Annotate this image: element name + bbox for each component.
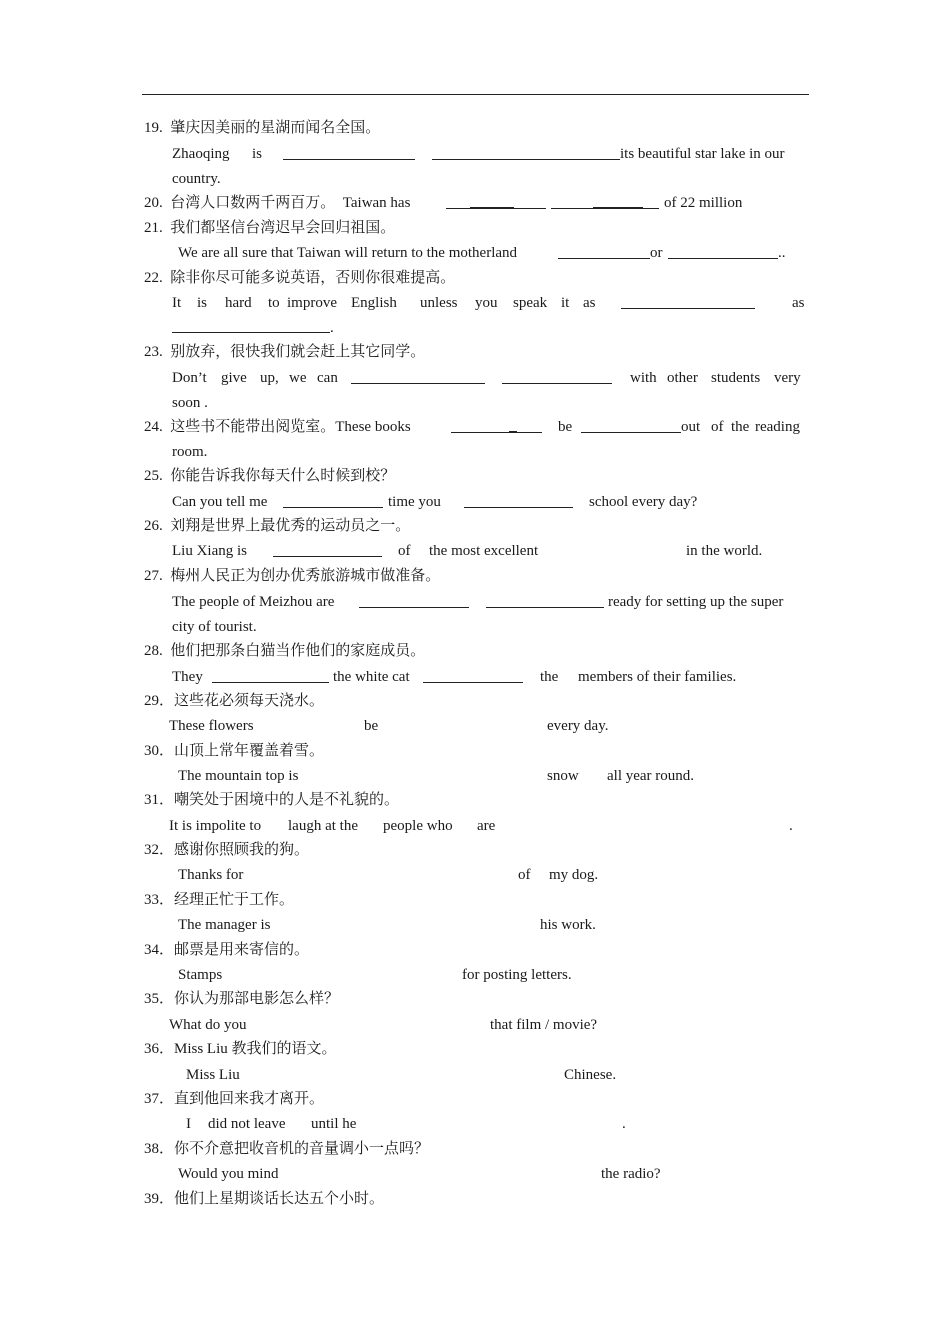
item-37-chinese: 37．直到他回来我才离开。: [144, 1091, 325, 1107]
item-20-word: of 22 million: [664, 195, 743, 211]
item-38-word: Would you mind: [178, 1166, 279, 1182]
item-19-word: country.: [172, 171, 221, 187]
item-36-word: Miss Liu: [186, 1067, 240, 1083]
item-28-word: the: [540, 669, 559, 685]
item-23-word: with: [630, 370, 657, 386]
item-35-word: that film / movie?: [490, 1017, 598, 1033]
item-23-word: soon .: [172, 395, 208, 411]
item-29-word: These flowers: [169, 718, 254, 734]
item-22-word: to: [268, 295, 280, 311]
answer-blank[interactable]: [212, 682, 329, 683]
item-31-word: It is impolite to: [169, 818, 262, 834]
answer-blank-mark: [470, 207, 514, 208]
item-23-word: other: [667, 370, 698, 386]
item-31-chinese: 31．嘲笑处于困境中的人是不礼貌的。: [144, 792, 400, 808]
item-29-chinese: 29．这些花必须每天浇水。: [144, 693, 325, 709]
item-36-chinese: 36．Miss Liu 教我们的语文。: [144, 1041, 337, 1057]
item-19-chinese: 19. 肇庆因美丽的星湖而闻名全国。: [144, 120, 381, 136]
answer-blank[interactable]: [283, 159, 415, 160]
item-37-word: did not leave: [208, 1116, 286, 1132]
item-23-word: students: [711, 370, 761, 386]
answer-blank[interactable]: [273, 556, 382, 557]
item-23-word: can: [317, 370, 338, 386]
item-37-word: .: [622, 1116, 626, 1132]
item-30-word: The mountain top is: [178, 768, 299, 784]
item-20-chinese: 20. 台湾人口数两千两百万。 Taiwan has: [144, 195, 411, 211]
item-37-word: I: [186, 1116, 191, 1132]
item-21-word: We are all sure that Taiwan will return to the motherland: [178, 245, 518, 261]
answer-blank[interactable]: [432, 159, 620, 160]
item-19-word: its beautiful star lake in our: [620, 146, 785, 162]
answer-blank[interactable]: [551, 208, 659, 209]
item-26-word: in the world.: [686, 543, 763, 559]
item-26-chinese: 26. 刘翔是世界上最优秀的运动员之一。: [144, 518, 411, 534]
item-22-word: it: [561, 295, 570, 311]
item-28-word: members of their families.: [578, 669, 737, 685]
item-39-chinese: 39．他们上星期谈话长达五个小时。: [144, 1191, 385, 1207]
item-32-chinese: 32．感谢你照顾我的狗。: [144, 842, 310, 858]
item-22-word: you: [475, 295, 498, 311]
item-23-word: very: [774, 370, 801, 386]
item-31-word: people who: [383, 818, 453, 834]
item-32-word: of: [518, 867, 531, 883]
item-24-word: of: [711, 419, 724, 435]
answer-blank[interactable]: [446, 208, 546, 209]
answer-blank[interactable]: [621, 308, 755, 309]
item-24-word: room.: [172, 444, 208, 460]
header-rule: [142, 94, 809, 95]
item-29-word: be: [364, 718, 379, 734]
item-19-word: is: [252, 146, 263, 162]
answer-blank[interactable]: [359, 607, 469, 608]
answer-blank[interactable]: [464, 507, 573, 508]
item-26-word: of: [398, 543, 411, 559]
item-22-word: as: [583, 295, 596, 311]
item-24-word: reading: [755, 419, 800, 435]
item-31-word: laugh at the: [288, 818, 358, 834]
item-34-word: for posting letters.: [462, 967, 572, 983]
answer-blank[interactable]: [502, 383, 612, 384]
item-28-word: They: [172, 669, 203, 685]
item-30-word: all year round.: [607, 768, 695, 784]
item-25-chinese: 25. 你能告诉我你每天什么时候到校？: [144, 468, 396, 484]
item-28-word: the white cat: [333, 669, 410, 685]
item-22-word: English: [351, 295, 397, 311]
item-22-word: speak: [513, 295, 548, 311]
item-23-word: we: [289, 370, 307, 386]
item-38-word: the radio?: [601, 1166, 661, 1182]
item-25-word: Can you tell me: [172, 494, 268, 510]
item-22-chinese: 22. 除非你尽可能多说英语，否则你很难提高。: [144, 270, 456, 286]
item-21-word: ..: [778, 245, 786, 261]
item-22-word: It: [172, 295, 182, 311]
item-21-word: or: [650, 245, 663, 261]
item-23-chinese: 23. 别放弃，很快我们就会赶上其它同学。: [144, 344, 426, 360]
item-35-chinese: 35．你认为那部电影怎么样？: [144, 991, 340, 1007]
item-32-word: my dog.: [549, 867, 599, 883]
answer-blank[interactable]: [351, 383, 485, 384]
answer-blank[interactable]: [423, 682, 523, 683]
answer-blank[interactable]: [172, 332, 330, 333]
item-26-word: the most excellent: [429, 543, 539, 559]
item-23-word: up,: [260, 370, 279, 386]
item-19-word: Zhaoqing: [172, 146, 230, 162]
item-32-word: Thanks for: [178, 867, 244, 883]
item-35-word: What do you: [169, 1017, 247, 1033]
answer-blank[interactable]: [283, 507, 383, 508]
item-31-word: .: [789, 818, 793, 834]
item-34-word: Stamps: [178, 967, 223, 983]
item-24-chinese: 24. 这些书不能带出阅览室。These books: [144, 419, 411, 435]
item-24-word: out: [681, 419, 701, 435]
item-33-word: The manager is: [178, 917, 271, 933]
item-27-chinese: 27. 梅州人民正为创办优秀旅游城市做准备。: [144, 568, 441, 584]
item-22-word: is: [197, 295, 208, 311]
answer-blank-mark: [593, 207, 643, 208]
answer-blank[interactable]: [451, 432, 542, 433]
item-23-word: Don’t: [172, 370, 207, 386]
item-30-chinese: 30．山顶上常年覆盖着雪。: [144, 743, 325, 759]
item-24-word: be: [558, 419, 573, 435]
item-27-word: ready for setting up the super: [608, 594, 784, 610]
item-36-word: Chinese.: [564, 1067, 617, 1083]
item-33-chinese: 33．经理正忙于工作。: [144, 892, 295, 908]
item-24-word: the: [731, 419, 750, 435]
answer-blank[interactable]: [581, 432, 681, 433]
item-30-word: snow: [547, 768, 579, 784]
item-38-chinese: 38．你不介意把收音机的音量调小一点吗？: [144, 1141, 430, 1157]
item-21-chinese: 21. 我们都坚信台湾迟早会回归祖国。: [144, 220, 396, 236]
item-25-word: time you: [388, 494, 441, 510]
item-31-word: are: [477, 818, 496, 834]
item-22-word: hard: [225, 295, 252, 311]
item-27-word: city of tourist.: [172, 619, 257, 635]
item-27-word: The people of Meizhou are: [172, 594, 335, 610]
item-22-word: improve: [287, 295, 337, 311]
item-28-chinese: 28. 他们把那条白猫当作他们的家庭成员。: [144, 643, 426, 659]
answer-blank[interactable]: [486, 607, 604, 608]
item-22-word: unless: [420, 295, 458, 311]
item-25-word: school every day?: [589, 494, 698, 510]
item-23-word: give: [221, 370, 247, 386]
item-22-word: as: [792, 295, 805, 311]
item-26-word: Liu Xiang is: [172, 543, 247, 559]
item-29-word: every day.: [547, 718, 609, 734]
answer-blank[interactable]: [668, 258, 778, 259]
item-37-word: until he: [311, 1116, 357, 1132]
answer-blank-mark: [509, 431, 517, 432]
item-33-word: his work.: [540, 917, 596, 933]
item-22-word: .: [330, 320, 334, 336]
item-34-chinese: 34．邮票是用来寄信的。: [144, 942, 310, 958]
answer-blank[interactable]: [558, 258, 650, 259]
